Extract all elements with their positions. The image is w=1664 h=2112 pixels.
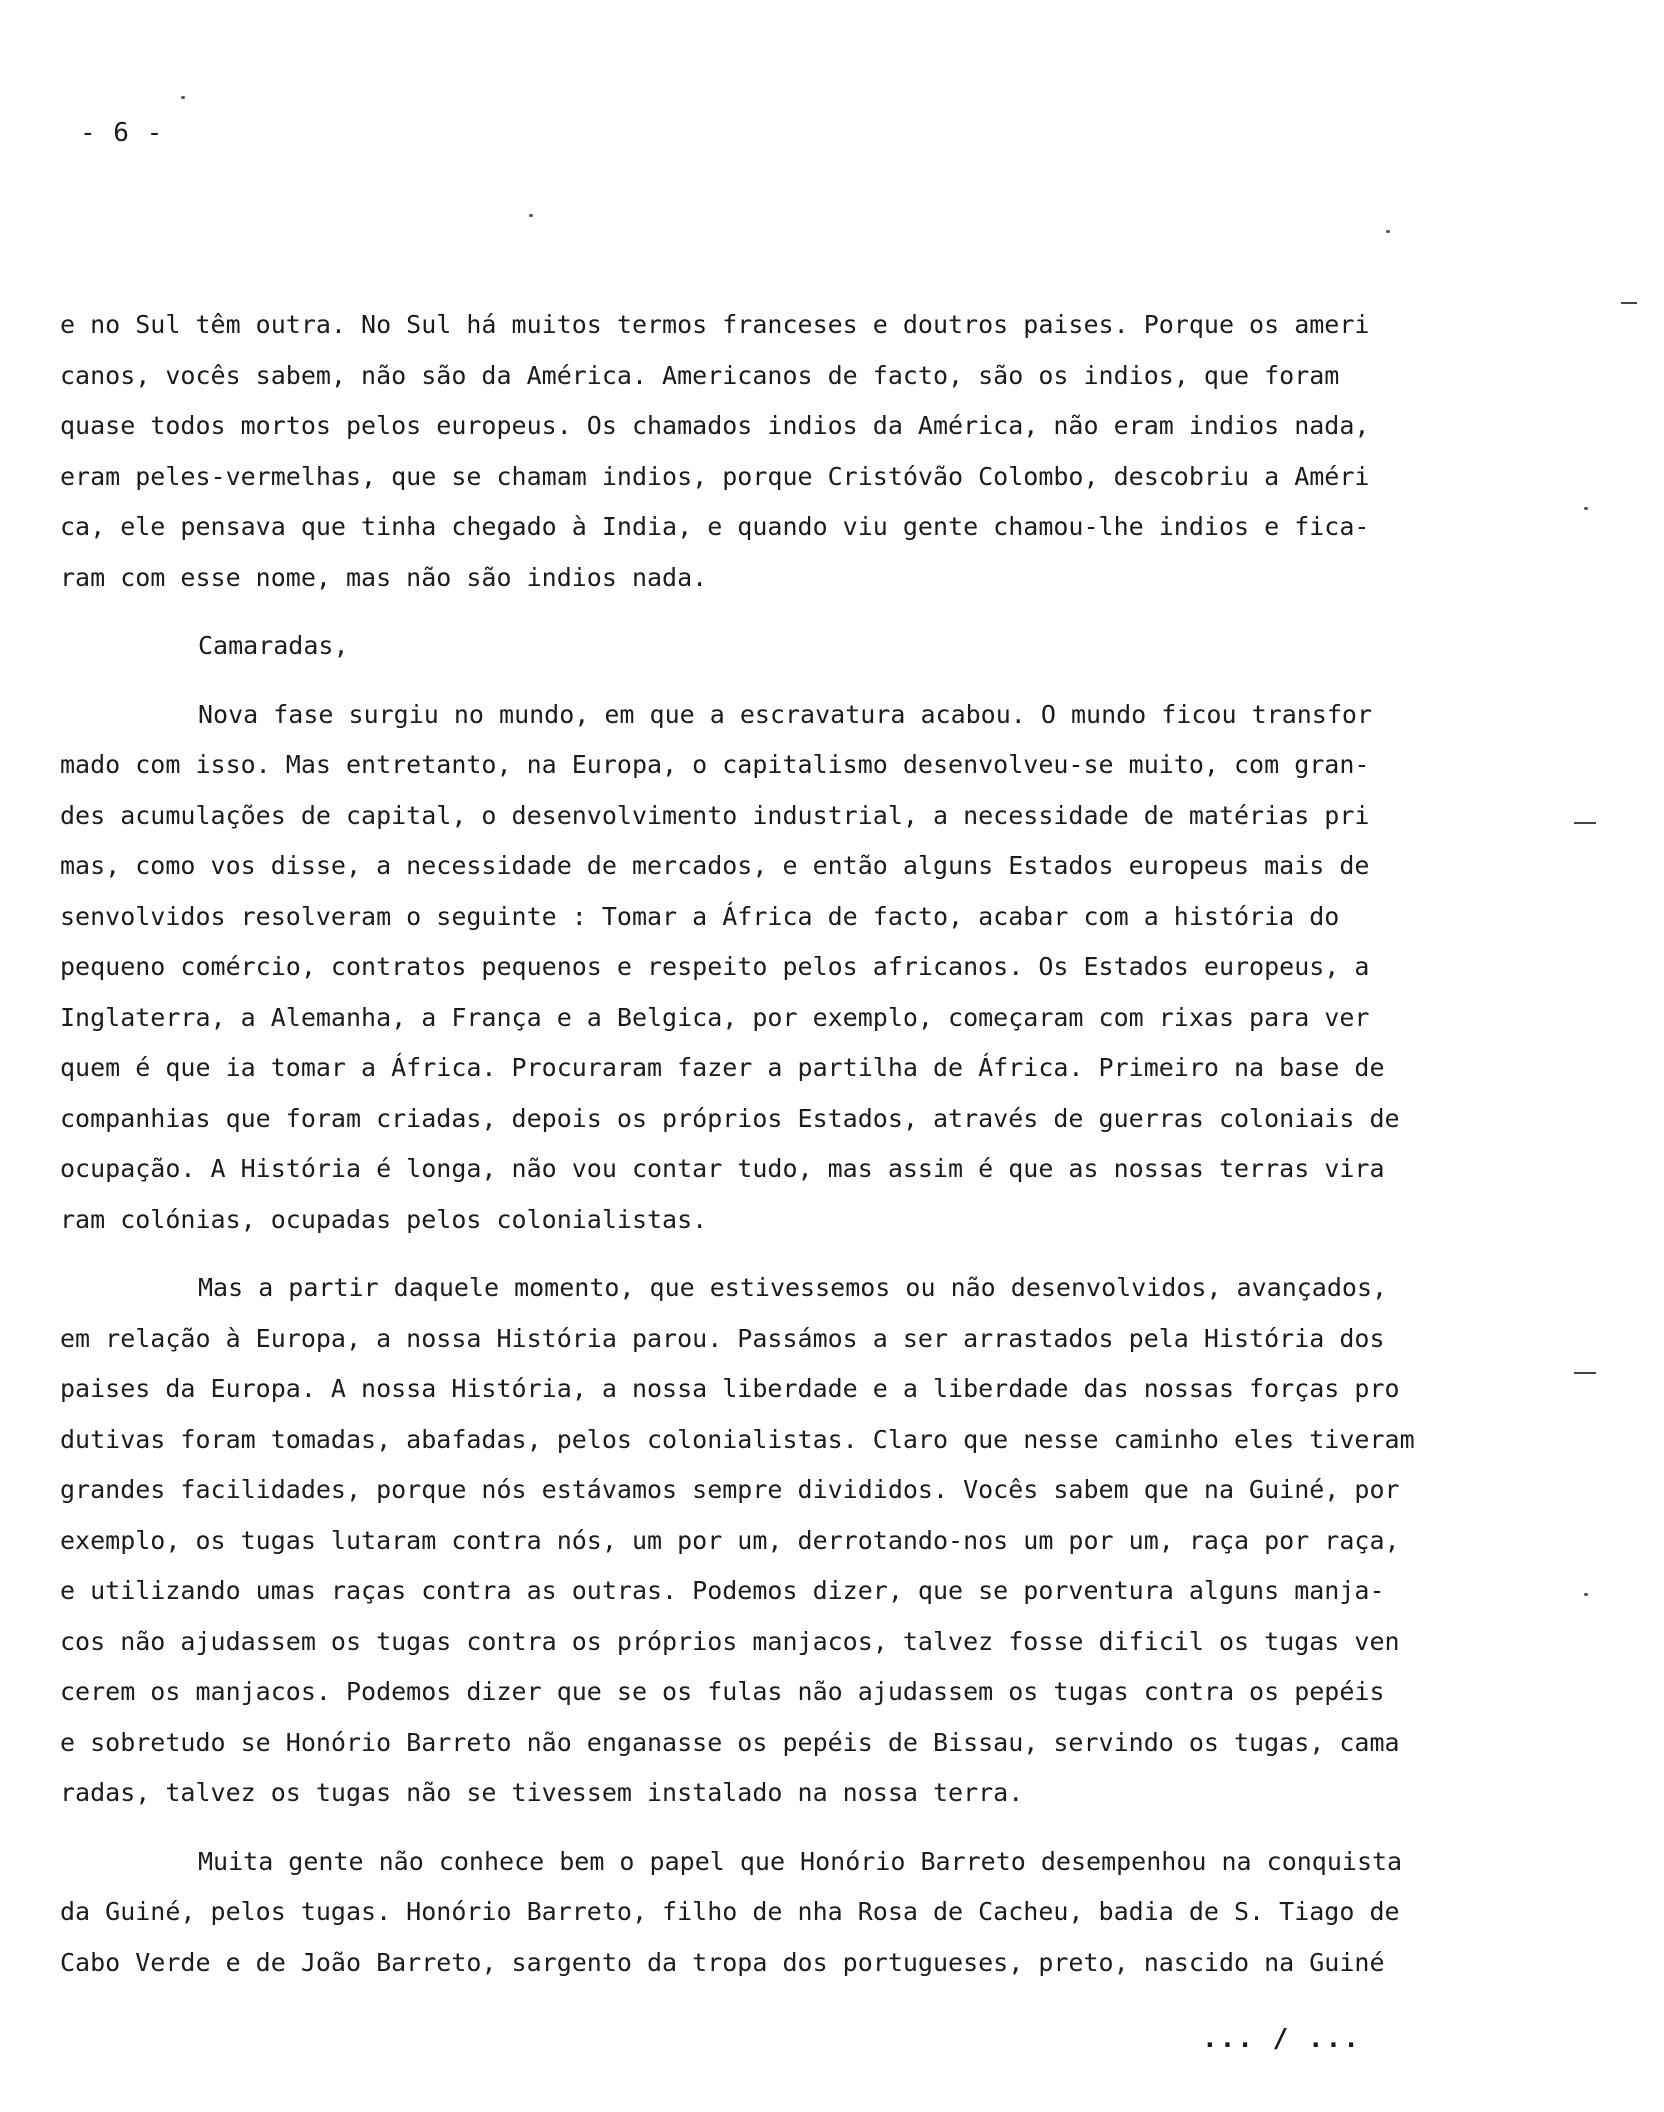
paragraph-salutation: [60, 621, 1460, 672]
paragraph-gap: [60, 672, 1460, 690]
text-line: e no Sul têm outra. No Sul há muitos termos franceses e doutros paises. Porque os ameri: [60, 310, 1370, 339]
text-line: e sobretudo se Honório Barreto não enganasse os pepéis de Bissau, servindo os tugas, cama: [60, 1727, 1400, 1757]
salutation-line: Camaradas,: [198, 631, 349, 660]
text-line: Muita gente não conhece bem o papel que Honório Barreto desempenhou na conquista: [198, 1846, 1403, 1876]
paragraph-gap: [60, 1819, 1460, 1837]
text-line: Nova fase surgiu no mundo, em que a escravatura acabou. O mundo ficou transfor: [198, 699, 1372, 729]
body-text: [60, 300, 1460, 1988]
text-line: da Guiné, pelos tugas. Honório Barreto, filho de nha Rosa de Cacheu, badia de S. Tiago de: [60, 1897, 1400, 1926]
text-line: dutivas foram tomadas, abafadas, pelos colonialistas. Claro que nesse caminho eles tiveram: [60, 1424, 1415, 1454]
text-line: grandes facilidades, porque nós estávamos sempre divididos. Vocês sabem que na Guiné, por: [60, 1475, 1400, 1504]
text-line: des acumulações de capital, o desenvolvimento industrial, a necessidade de matérias pri: [60, 800, 1370, 830]
text-line: Cabo Verde e de João Barreto, sargento da tropa dos portugueses, preto, nascido na Guiné: [60, 1947, 1385, 1977]
paragraph-gap: [60, 1245, 1460, 1263]
text-line: e utilizando umas raças contra as outras. Podemos dizer, que se porventura alguns manja-: [60, 1576, 1385, 1605]
text-line: senvolvidos resolveram o seguinte : Tomar a África de facto, acabar com a história do: [60, 901, 1340, 931]
text-line: cerem os manjacos. Podemos dizer que se os fulas não ajudassem os tugas contra os pepéis: [60, 1677, 1385, 1706]
scan-mark: [1574, 1372, 1596, 1374]
scan-speck: [1584, 1593, 1588, 1596]
text-line: paises da Europa. A nossa História, a nossa liberdade e a liberdade das nossas forças pro: [60, 1374, 1400, 1403]
text-line: quem é que ia tomar a África. Procuraram fazer a partilha de África. Primeiro na base de: [60, 1053, 1385, 1082]
text-line: mas, como vos disse, a necessidade de mercados, e então alguns Estados europeus mais de: [60, 851, 1370, 880]
scan-speck: [1386, 230, 1390, 233]
text-line: em relação à Europa, a nossa História parou. Passámos a ser arrastados pela História dos: [60, 1323, 1385, 1353]
scan-speck: [1584, 507, 1588, 510]
text-line: companhias que foram criadas, depois os próprios Estados, através de guerras coloniais de: [60, 1103, 1400, 1133]
paragraph-indios: [60, 300, 1460, 603]
paragraph-honorio-barreto: [60, 1837, 1460, 1989]
paragraph-historia-parou: [60, 1263, 1460, 1819]
text-line: Inglaterra, a Alemanha, a França e a Belgica, por exemplo, começaram com rixas para ver: [60, 1002, 1370, 1032]
scan-mark: [1621, 302, 1637, 304]
text-line: radas, talvez os tugas não se tivessem instalado na nossa terra.: [60, 1778, 1024, 1807]
text-line: eram peles-vermelhas, que se chamam indios, porque Cristóvão Colombo, descobriu a Améri: [60, 461, 1370, 491]
text-line: ram colónias, ocupadas pelos colonialistas.: [60, 1204, 708, 1234]
text-line: pequeno comércio, contratos pequenos e respeito pelos africanos. Os Estados europeus, a: [60, 952, 1370, 981]
scan-speck: [529, 214, 533, 217]
text-line: Mas a partir daquele momento, que estivessemos ou não desenvolvidos, avançados,: [198, 1273, 1388, 1302]
text-line: ocupação. A História é longa, não vou contar tudo, mas assim é que as nossas terras vira: [60, 1154, 1385, 1183]
text-line: quase todos mortos pelos europeus. Os chamados indios da América, não eram indios nada,: [60, 411, 1370, 440]
text-line: mado com isso. Mas entretanto, na Europa, o capitalismo desenvolveu-se muito, com gran-: [60, 750, 1370, 779]
text-line: ram com esse nome, mas não são indios nada.: [60, 562, 708, 592]
page-number: - 6 -: [80, 118, 164, 148]
paragraph-gap: [60, 603, 1460, 621]
scan-mark: [1574, 822, 1596, 824]
text-line: exemplo, os tugas lutaram contra nós, um por um, derrotando-nos um por um, raça por raça,: [60, 1525, 1400, 1555]
text-line: canos, vocês sabem, não são da América. Americanos de facto, são os indios, que foram: [60, 360, 1340, 390]
paragraph-nova-fase: [60, 690, 1460, 1246]
scan-speck: [181, 96, 185, 99]
continuation-marker: ... / ...: [1202, 2024, 1361, 2054]
text-line: ca, ele pensava que tinha chegado à India, e quando viu gente chamou-lhe indios e fica-: [60, 512, 1370, 541]
text-line: cos não ajudassem os tugas contra os próprios manjacos, talvez fosse dificil os tugas ven: [60, 1626, 1400, 1656]
